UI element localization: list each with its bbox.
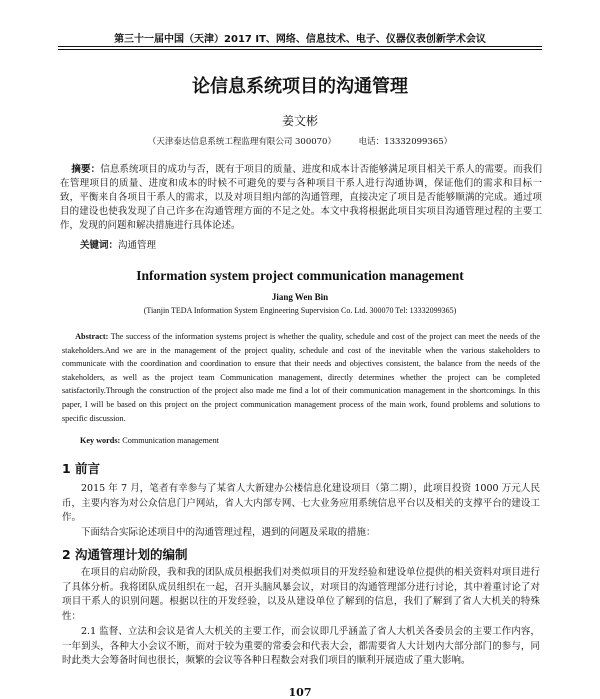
- keywords-en-text: Communication management: [122, 436, 219, 445]
- page-number: 107: [288, 686, 312, 699]
- section2-paragraph-1: 在项目的启动阶段，我和我的团队成员根据我们对类似项目的开发经验和建设单位提供的相关资料对项目进行了具体分析。我将团队成员组织在一起，召开头脑风暴会议，对项目的沟通管理部分进行讨论，其中着重讨论了对项目干系人的识别问题。根据以往的开发经验，以及从建设单位了解到的信息，我们了解到了省人大机关的特殊性：: [62, 567, 540, 622]
- header-rule-double: [58, 49, 542, 50]
- abstract-cn-text: 信息系统项目的成功与否，既有于项目的质量、进度和成本计否能够满足项目相关干系人的需要。而我们在管理项目的质量、进度和成本的时候不可避免的要与各种项目干系人进行沟通协调，保证他们的需求和目标一致，平衡来自各项目干系人的需求，以及对项目组内部的沟通管理，直接决定了项目是否能够顺满的完成。通过项目的建设也使我发现了自己许多在沟通管理方面的不足之处。本文中我将根据此项目实项目沟通管理过程的主要工作，发现的问题和解决措施进行具体论述。: [60, 164, 542, 231]
- paper-title-en: Information system project communication management: [136, 268, 464, 283]
- header-rule: [58, 46, 542, 47]
- keywords-cn-text: 沟通管理: [118, 240, 157, 251]
- abstract-cn: [60, 163, 542, 233]
- keywords-cn-label: 关键词：: [80, 240, 119, 251]
- section-heading-2: 2 沟通管理计划的编制: [62, 547, 188, 562]
- abstract-en: [62, 330, 540, 425]
- section-heading-1: 1 前言: [62, 461, 101, 476]
- affiliation-cn-phone: 电话：13332099365）: [358, 137, 453, 147]
- abstract-cn-label: 摘要：: [71, 164, 101, 175]
- author-en: Jiang Wen Bin: [271, 292, 329, 302]
- section1-paragraph-2: 下面结合实际论述项目中的沟通管理过程，遇到的问题及采取的措施：: [81, 527, 376, 538]
- paper-title-cn: 论信息系统项目的沟通管理: [192, 76, 408, 97]
- abstract-en-text: The success of the information systems project is whether the quality, schedule and cost of the project can meet the needs of the stakeholders.And we are in the management of the project quality, schedule and cost of the inevitable when the various stakeholders to communicate with the coordination and coordination to ensure that their needs and objectives consistent, the balance from the needs of the stakeholders, as well as the project team Communication management, directly determines whether the project can be completed satisfactorily.Through the construction of the project also made me find a lot of their communication management in the shortcomings. In this paper, I will be based on this project on the project communication management process of the main work, found problems and solutions to specific discussion.: [62, 332, 540, 423]
- keywords-en: [80, 436, 219, 445]
- affiliation-en: (Tianjin TEDA Information System Engineering Supervision Co. Ltd. 300070 Tel: 13332099365): [143, 306, 457, 315]
- keywords-en-label: Key words:: [80, 436, 121, 445]
- affiliation-cn-org: （天津泰达信息系统工程监理有限公司 300070）: [147, 137, 336, 147]
- section1-paragraph-1: 2015 年 7 月，笔者有幸参与了某省人大新建办公楼信息化建设项目（第二期），此项目投资 1000 万元人民币，主要内容为对公众信息门户网站，省人大内部专网、七大业务应用系统信息平台以及相关的支撑平台的建设工作。: [62, 483, 540, 523]
- running-header: 第三十一届中国（天津）2017 IT、网络、信息技术、电子、仪器仪表创新学术会议: [114, 34, 486, 45]
- abstract-en-label: Abstract:: [75, 332, 109, 341]
- section2-paragraph-2: 2.1 监督、立法和会议是省人大机关的主要工作，而会议即几乎涵盖了省人大机关各委员会的主要工作内容，一年到头，各种大小会议不断，而对于较为重要的常委会和代表大会，都需要省人大计划内大部分部门的参与，同时此类大会筹备时间也很长，频繁的会议等各种日程数会对我们项目的顺利开展造成了重大影响。: [62, 626, 540, 666]
- affiliation-cn: [0, 135, 600, 147]
- keywords-cn: [80, 237, 156, 251]
- author-cn: 姜文彬: [281, 114, 318, 128]
